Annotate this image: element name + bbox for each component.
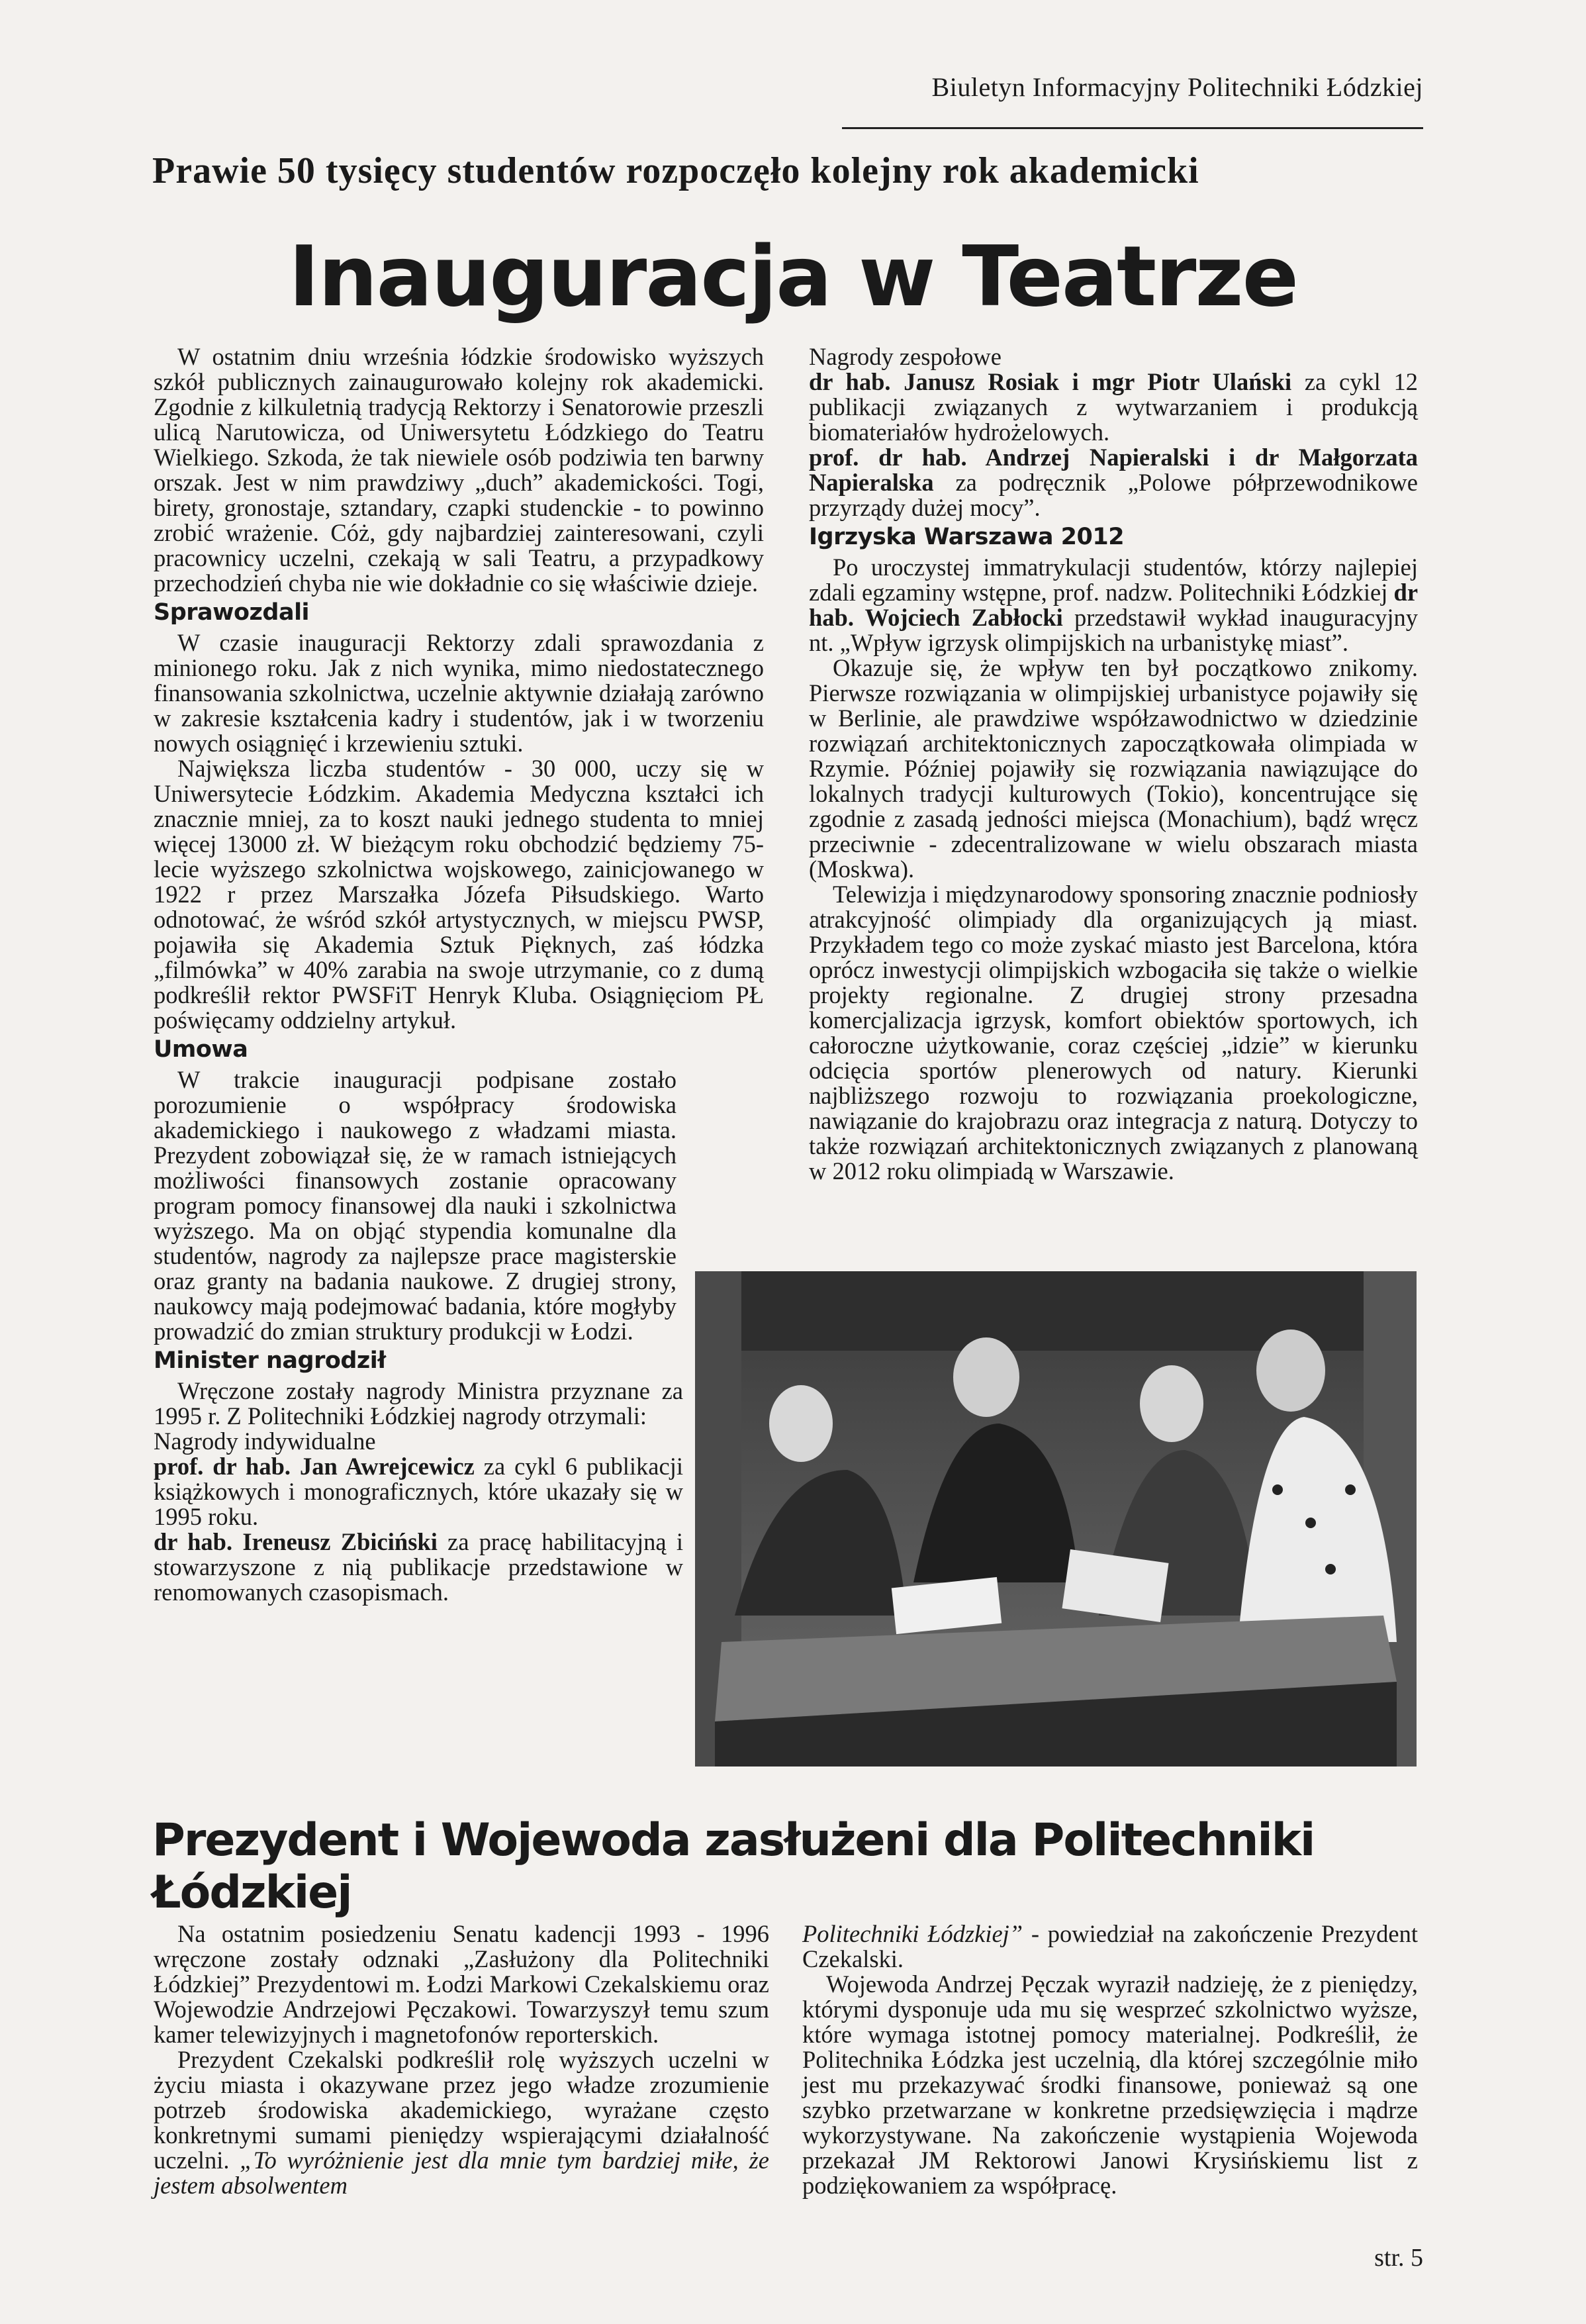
paragraph: Wręczone zostały nagrody Ministra przyznane za 1995 r. Z Politechniki Łódzkiej nagrody otrzymali: — [154, 1377, 683, 1429]
section-heading-sprawozdali: Sprawozdali — [154, 599, 310, 626]
paragraph — [809, 555, 1418, 655]
team-awards-label: Nagrody zespołowe — [809, 343, 1002, 370]
intro-paragraph: W ostatnim dniu września łódzkie środowisko wyższych szkół publicznych zainaugurowało kolejny rok akademicki. Zgodnie z kilkuletnią tradycją Rektorzy i Senatorowie przeszli ulicą Narutowicza, od Uniwersytetu Łódzkiego do Teatru Wielkiego. Szkoda, że tak niewiele osób podziwia ten barwny orszak. Jest w nim prawdziwy „duch” akademickości. Togi, birety, gronostaje, sztandary, czapki studenckie - to powinno zrobić wrażenie. Cóż, gdy najbardziej zainteresowani, czyli pracownicy uczelni, czekają w sali Teatru, a przypadkowy przechodzień chyba nie wie dokładnie co się właściwie dzieje. — [154, 343, 764, 597]
award-name: dr hab. Ireneusz Zbiciński — [154, 1528, 438, 1555]
individual-awards-label: Nagrody indywidualne — [154, 1428, 376, 1455]
award-text: za cykl 12 publikacji związanych z wytwarzaniem i produkcją biomateriałów hydrożelowych. — [809, 368, 1418, 446]
award-entry — [809, 445, 1418, 520]
header-rule — [842, 127, 1423, 129]
section-heading-igrzyska: Igrzyska Warszawa 2012 — [809, 524, 1125, 550]
paragraph: Telewizja i międzynarodowy sponsoring znacznie podniosły atrakcyjność olimpiady dla organizujących ją miast. Przykładem tego co może zyskać miasto jest Barcelona, która oprócz inwestycji olimpijskich wzbogaciła się także o wielkie projekty regionalne. Z drugiej strony przesadna komercjalizacja igrzysk, komfort obiektów sportowych, ich całoroczne użytkowanie, coraz częściej „idzie” w kierunku odcięcia sportów plenerowych od natury. Kierunki najbliższego rozwoju to rozwiązania proekologiczne, nawiązanie do krajobrazu oraz integracja z naturą. Dotyczy to także rozwiązań architektonicznych związanych z planowaną w 2012 roku olimpiadą w Warszawie. — [809, 881, 1418, 1185]
lecturer-name: dr hab. Wojciech Zabłocki — [809, 579, 1419, 631]
article-kicker: Prawie 50 tysięcy studentów rozpoczęło kolejny rok akademicki — [152, 150, 1199, 191]
text: Prezydent Czekalski podkreślił rolę wyższych uczelni w życiu miasta i okazywane przez jego władze zrozumienie potrzeb środowiska akademickiego, wyrażane często konkretnymi sumami pieniędzy wspierającymi działalność uczelni. — [154, 2046, 769, 2174]
section-heading-minister: Minister nagrodził — [154, 1347, 386, 1374]
article-right-column — [809, 344, 1418, 1184]
text: - powiedział na zakończenie Prezydent Czekalski. — [802, 1920, 1418, 1972]
page-number: str. 5 — [1374, 2244, 1423, 2272]
bulletin-title: Biuletyn Informacyjny Politechniki Łódzkiej — [931, 72, 1423, 102]
award-entry — [154, 1454, 683, 1529]
article2-left-column — [154, 1921, 769, 2198]
paragraph: Wojewoda Andrzej Pęczak wyraził nadzieję, że z pieniędzy, którymi dysponuje uda mu się wesprzeć szkolnictwo wyższe, które wymaga istotnej pomocy materialnej. Podkreślił, że Politechnika Łódzka jest uczelnią, dla której szczególnie miło jest mu przekazywać środki finansowe, ponieważ są one szybko przetwarzane w konkretne przedsięwzięcia i mądrze wykorzystywane. Na zakończenie wystąpienia Wojewoda przekazał JM Rektorowi Janowi Krysińskiemu list z podziękowaniem za współpracę. — [802, 1970, 1418, 2199]
quote: Politechniki Łódzkiej” — [802, 1920, 1023, 1947]
award-text: za cykl 6 publikacji książkowych i monograficznych, które ukazały się w 1995 roku. — [154, 1453, 683, 1530]
quote: „To wyróżnienie jest dla mnie tym bardziej miłe, że jestem absolwentem — [154, 2147, 769, 2199]
section-heading-umowa: Umowa — [154, 1036, 248, 1063]
text: Po uroczystej immatrykulacji studentów, którzy najlepiej zdali egzaminy wstępne, prof. nadzw. Politechniki Łódzkiej — [809, 554, 1418, 606]
article2-title: Prezydent i Wojewoda zasłużeni dla Politechniki Łódzkiej — [152, 1814, 1315, 1919]
award-name: dr hab. Janusz Rosiak i mgr Piotr Ulański — [809, 368, 1292, 395]
paragraph: Największa liczba studentów - 30 000, uczy się w Uniwersytecie Łódzkim. Akademia Medyczna kształci ich znacznie mniej, za to koszt nauki jednego studenta to mniej więcej 13000 zł. W bieżącym roku obchodzić będziemy 75-lecie wyższego szkolnictwa wojskowego, zainicjowanego w 1922 r przez Marszałka Józefa Piłsudskiego. Warto odnotować, że wśród szkół artystycznych, w miejscu PWSP, pojawiła się Akademia Sztuk Pięknych, zaś łódzka „filmówka” w 40% zarabia na swoje utrzymanie, co z dumą podkreślił rektor PWSFiT Henryk Kluba. Osiągnięciom PŁ poświęcamy oddzielny artykuł. — [154, 755, 764, 1034]
text: przedstawił wykład inauguracyjny nt. „Wpływ igrzysk olimpijskich na urbanistykę miast”. — [809, 604, 1418, 656]
award-name: prof. dr hab. Jan Awrejcewicz — [154, 1453, 475, 1480]
award-text: za podręcznik „Polowe półprzewodnikowe przyrządy dużej mocy”. — [809, 469, 1418, 521]
award-entry — [809, 369, 1418, 445]
paragraph — [154, 2047, 769, 2198]
photo-illustration — [695, 1271, 1417, 1767]
award-name: prof. dr hab. Andrzej Napieralski i dr Małgorzata Napieralska — [809, 444, 1418, 496]
paragraph — [802, 1921, 1418, 1972]
paragraph: W trakcie inauguracji podpisane zostało porozumienie o współpracy środowiska akademickiego i naukowego z władzami miasta. Prezydent zobowiązał się, że w ramach istniejących możliwości finansowych zostanie opracowany program pomocy finansowej dla nauki i szkolnictwa wyższego. Ma on objąć stypendia komunalne dla studentów, nagrody za najlepsze prace magisterskie oraz granty na badania naukowe. Z drugiej strony, naukowcy mają podejmować badania, które mogłyby prowadzić do zmian struktury produkcji w Łodzi. — [154, 1066, 676, 1345]
award-text: za pracę habilitacyjną i stowarzyszone z nią publikacje przedstawione w renomowanych czasopismach. — [154, 1528, 683, 1606]
award-entry — [154, 1529, 683, 1605]
paragraph: Na ostatnim posiedzeniu Senatu kadencji 1993 - 1996 wręczone zostały odznaki „Zasłużony dla Politechniki Łódzkiej” Prezydentowi m. Łodzi Markowi Czekalskiemu oraz Wojewodzie Andrzejowi Pęczakowi. Towarzyszył temu szum kamer telewizyjnych i magnetofonów reporterskich. — [154, 1920, 769, 2048]
article-left-column — [154, 344, 764, 1605]
article2-right-column — [802, 1921, 1418, 2198]
paragraph: Okazuje się, że wpływ ten był początkowo znikomy. Pierwsze rozwiązania w olimpijskiej urbanistyce pojawiły się w Berlinie, ale prawdziwe współzawodnictwo w dziedzinie rozwiązań architektonicznych zapoczątkowała olimpiada w Rzymie. Później pojawiły się rozwiązania nawiązujące do lokalnych tradycji kulturowych (Tokio), koncentrujące się zgodnie z zasadą jedności miejsca (Monachium), bądź wręcz przeciwnie - zdecentralizowane w wielu obszarach miasta (Moskwa). — [809, 654, 1418, 883]
paragraph: W czasie inauguracji Rektorzy zdali sprawozdania z minionego roku. Jak z nich wynika, mimo niedostatecznego finansowania szkolnictwa, uczelnie aktywnie działają zarówno w zakresie kształcenia kadry i studentów, jak i w tworzeniu nowych osiągnięć i krzewieniu sztuki. — [154, 629, 764, 757]
article-headline: Inauguracja w Teatrze — [288, 228, 1298, 325]
ceremony-photo — [695, 1271, 1417, 1767]
